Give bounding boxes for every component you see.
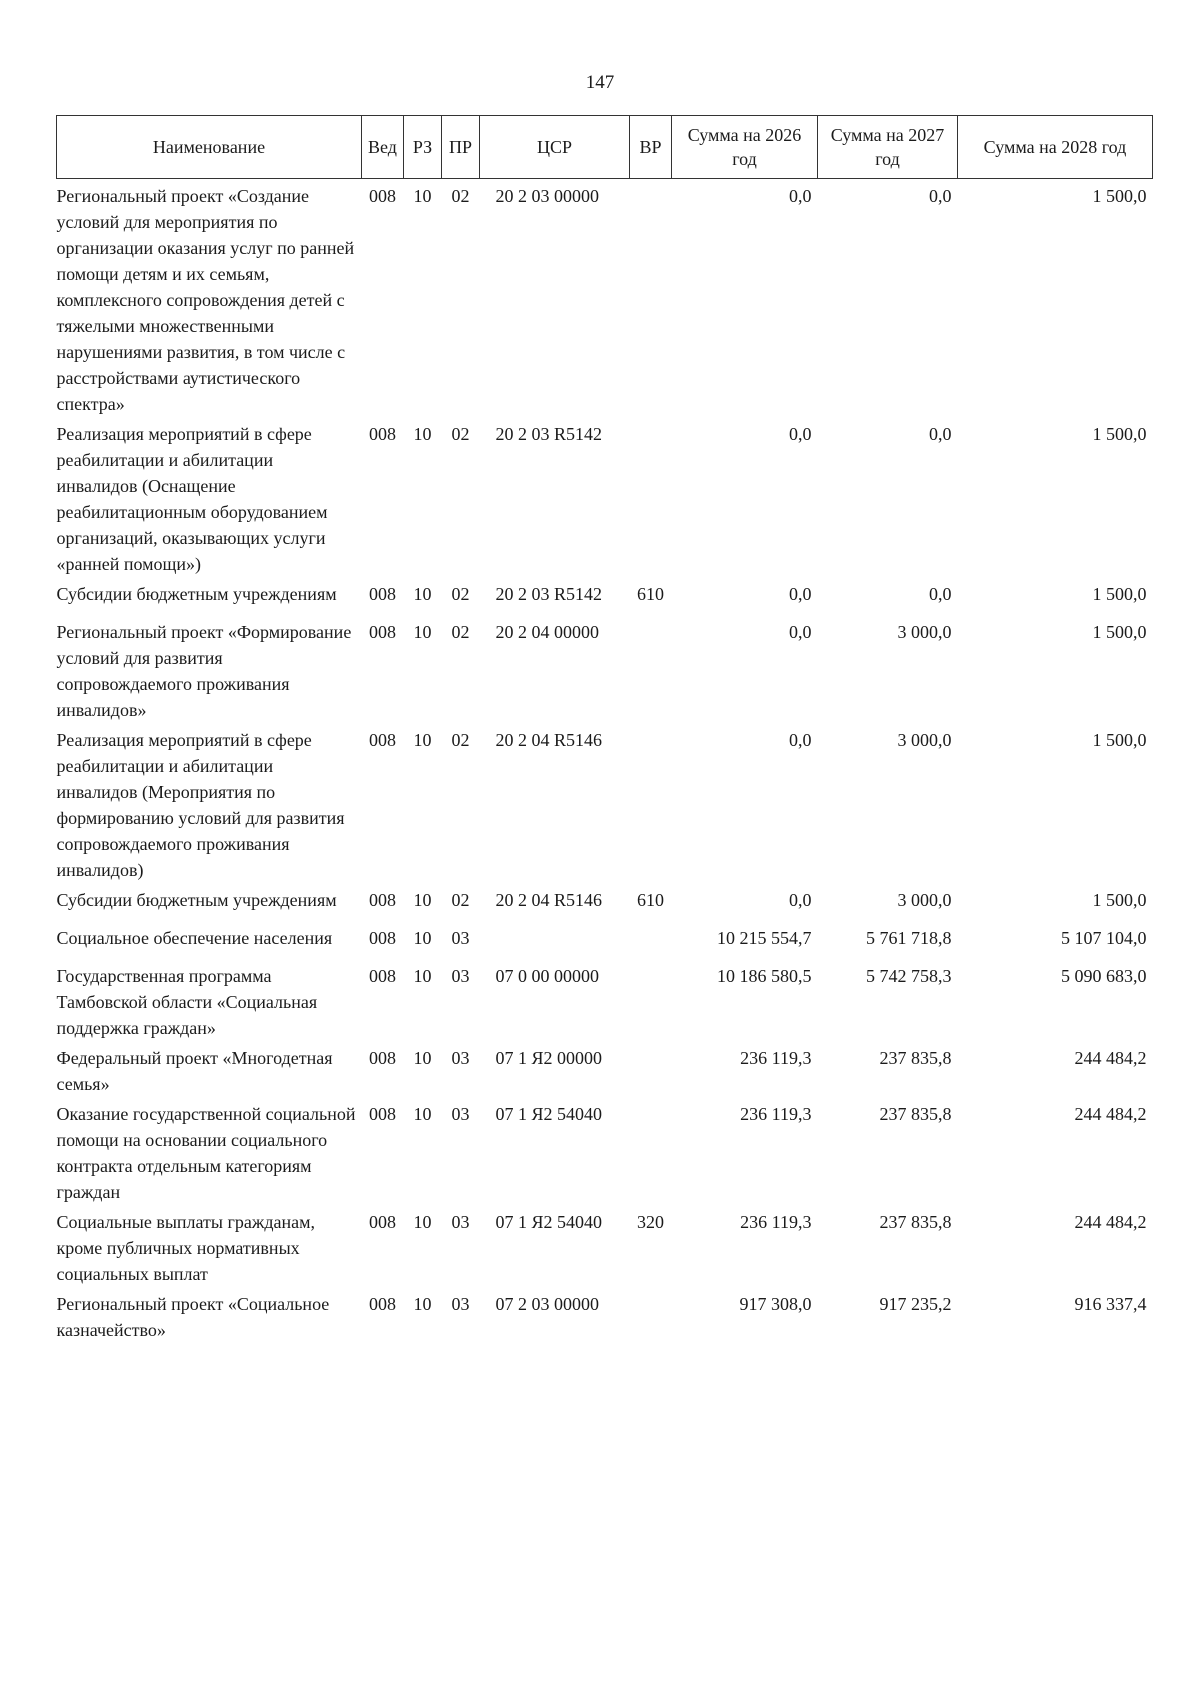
row-name: Региональный проект «Создание условий для мероприятия по организации оказания услуг по ранней помощи детям и их семьям, комплексного сопровождения детей с тяжелыми множественными нарушениями развития, в том числе с расстройствами аутистического спектра» — [56, 186, 355, 414]
row-vr: 610 — [637, 584, 664, 604]
row-sum-2027: 237 835,8 — [879, 1048, 952, 1068]
row-csr: 20 2 03 00000 — [495, 186, 599, 206]
row-pr: 02 — [451, 584, 470, 604]
header-ved: Вед — [362, 116, 404, 179]
row-sum-2026: 236 119,3 — [740, 1212, 812, 1232]
row-vr — [630, 615, 672, 723]
row-sum-2026: 236 119,3 — [740, 1048, 812, 1068]
row-sum-2028: 5 090 683,0 — [1061, 966, 1147, 986]
row-sum-2027: 0,0 — [929, 186, 952, 206]
row-vr — [630, 723, 672, 883]
row-ved: 008 — [369, 966, 396, 986]
row-rz: 10 — [413, 730, 432, 750]
header-sum-2026: Сумма на 2026 год — [672, 116, 818, 179]
header-rz: РЗ — [404, 116, 442, 179]
row-vr — [630, 1041, 672, 1097]
table-row — [57, 921, 1153, 959]
row-vr: 610 — [637, 890, 664, 910]
header-vr: ВР — [630, 116, 672, 179]
row-name: Субсидии бюджетным учреждениям — [56, 890, 337, 910]
row-sum-2027: 0,0 — [929, 424, 952, 444]
row-ved: 008 — [369, 1212, 396, 1232]
row-csr: 20 2 03 R5142 — [495, 584, 603, 604]
row-pr: 03 — [451, 928, 470, 948]
row-sum-2027: 3 000,0 — [897, 622, 952, 642]
row-name: Региональный проект «Формирование условий для развития сопровождаемого проживания инвалидов» — [56, 622, 352, 720]
row-rz: 10 — [413, 1212, 432, 1232]
header-sum-2028: Сумма на 2028 год — [958, 116, 1153, 179]
row-vr — [630, 179, 672, 418]
row-csr: 20 2 04 00000 — [495, 622, 599, 642]
row-name: Федеральный проект «Многодетная семья» — [56, 1048, 333, 1094]
row-sum-2026: 0,0 — [789, 622, 812, 642]
row-csr: 07 2 03 00000 — [495, 1294, 599, 1314]
row-vr — [630, 1287, 672, 1343]
row-sum-2026: 917 308,0 — [739, 1294, 812, 1314]
table-row — [57, 1041, 1153, 1097]
row-ved: 008 — [369, 584, 396, 604]
row-csr: 07 0 00 00000 — [495, 966, 599, 986]
table-row — [57, 577, 1153, 615]
row-pr: 03 — [451, 1104, 470, 1124]
row-pr: 03 — [451, 1048, 470, 1068]
row-csr: 20 2 04 R5146 — [495, 730, 603, 750]
row-csr — [480, 921, 630, 959]
table-row — [57, 615, 1153, 723]
row-rz: 10 — [413, 1048, 432, 1068]
row-vr — [630, 921, 672, 959]
row-pr: 02 — [451, 622, 470, 642]
row-rz: 10 — [413, 890, 432, 910]
row-sum-2028: 1 500,0 — [1092, 730, 1147, 750]
header-csr: ЦСР — [480, 116, 630, 179]
row-vr: 320 — [637, 1212, 664, 1232]
row-pr: 03 — [451, 1294, 470, 1314]
row-ved: 008 — [369, 186, 396, 206]
row-sum-2027: 917 235,2 — [879, 1294, 952, 1314]
table-row — [57, 959, 1153, 1041]
row-name: Социальное обеспечение населения — [56, 928, 333, 948]
row-name: Региональный проект «Социальное казначейство» — [56, 1294, 330, 1340]
header-name: Наименование — [57, 116, 362, 179]
row-pr: 02 — [451, 890, 470, 910]
table-row — [57, 1097, 1153, 1205]
row-rz: 10 — [413, 424, 432, 444]
header-pr: ПР — [442, 116, 480, 179]
row-rz: 10 — [413, 584, 432, 604]
table-row — [57, 417, 1153, 577]
row-sum-2028: 244 484,2 — [1074, 1048, 1147, 1068]
row-vr — [630, 417, 672, 577]
row-sum-2026: 10 186 580,5 — [717, 966, 812, 986]
row-name: Субсидии бюджетным учреждениям — [56, 584, 337, 604]
row-name: Реализация мероприятий в сфере реабилитации и абилитации инвалидов (Мероприятия по формированию условий для развития сопровождаемого проживания инвалидов) — [56, 730, 345, 880]
row-sum-2027: 3 000,0 — [897, 890, 952, 910]
header-sum-2027: Сумма на 2027 год — [818, 116, 958, 179]
row-rz: 10 — [413, 1294, 432, 1314]
table-row — [57, 883, 1153, 921]
row-name: Государственная программа Тамбовской области «Социальная поддержка граждан» — [56, 966, 318, 1038]
row-sum-2028: 1 500,0 — [1092, 186, 1147, 206]
row-pr: 03 — [451, 966, 470, 986]
row-sum-2026: 0,0 — [789, 730, 812, 750]
row-vr — [630, 1097, 672, 1205]
row-sum-2028: 244 484,2 — [1074, 1212, 1147, 1232]
row-sum-2028: 1 500,0 — [1092, 424, 1147, 444]
row-pr: 02 — [451, 424, 470, 444]
table-row — [57, 1205, 1153, 1287]
row-sum-2026: 10 215 554,7 — [717, 928, 812, 948]
table-row — [57, 1287, 1153, 1343]
row-rz: 10 — [413, 966, 432, 986]
table-row — [57, 723, 1153, 883]
row-rz: 10 — [413, 928, 432, 948]
row-csr: 07 1 Я2 54040 — [495, 1212, 603, 1232]
row-ved: 008 — [369, 1294, 396, 1314]
row-ved: 008 — [369, 730, 396, 750]
row-pr: 02 — [451, 730, 470, 750]
page-number: 147 — [585, 72, 615, 93]
row-sum-2028: 1 500,0 — [1092, 584, 1147, 604]
row-vr — [630, 959, 672, 1041]
row-name: Социальные выплаты гражданам, кроме публичных нормативных социальных выплат — [56, 1212, 315, 1284]
row-ved: 008 — [369, 928, 396, 948]
row-pr: 02 — [451, 186, 470, 206]
row-sum-2028: 1 500,0 — [1092, 890, 1147, 910]
row-ved: 008 — [369, 1048, 396, 1068]
row-pr: 03 — [451, 1212, 470, 1232]
row-sum-2027: 237 835,8 — [879, 1212, 952, 1232]
row-rz: 10 — [413, 186, 432, 206]
row-ved: 008 — [369, 890, 396, 910]
row-sum-2026: 236 119,3 — [740, 1104, 812, 1124]
row-ved: 008 — [369, 622, 396, 642]
row-csr: 20 2 03 R5142 — [495, 424, 603, 444]
row-csr: 07 1 Я2 00000 — [495, 1048, 603, 1068]
row-sum-2026: 0,0 — [789, 890, 812, 910]
row-rz: 10 — [413, 622, 432, 642]
row-csr: 20 2 04 R5146 — [495, 890, 603, 910]
table-body — [57, 179, 1153, 1344]
row-sum-2026: 0,0 — [789, 186, 812, 206]
row-sum-2028: 5 107 104,0 — [1061, 928, 1147, 948]
row-sum-2026: 0,0 — [789, 424, 812, 444]
budget-table — [56, 115, 1153, 1343]
row-name: Оказание государственной социальной помощи на основании социального контракта отдельным категориям граждан — [56, 1104, 356, 1202]
row-name: Реализация мероприятий в сфере реабилитации и абилитации инвалидов (Оснащение реабилитационным оборудованием организаций, оказывающих услуги «ранней помощи») — [56, 424, 328, 574]
table-row — [57, 179, 1153, 418]
row-ved: 008 — [369, 424, 396, 444]
row-sum-2027: 3 000,0 — [897, 730, 952, 750]
row-csr: 07 1 Я2 54040 — [495, 1104, 603, 1124]
row-sum-2028: 244 484,2 — [1074, 1104, 1147, 1124]
row-sum-2028: 916 337,4 — [1074, 1294, 1147, 1314]
table-header-row — [57, 116, 1153, 179]
row-sum-2027: 5 761 718,8 — [866, 928, 952, 948]
row-sum-2028: 1 500,0 — [1092, 622, 1147, 642]
row-ved: 008 — [369, 1104, 396, 1124]
row-sum-2027: 5 742 758,3 — [866, 966, 952, 986]
row-rz: 10 — [413, 1104, 432, 1124]
row-sum-2027: 0,0 — [929, 584, 952, 604]
row-sum-2026: 0,0 — [789, 584, 812, 604]
row-sum-2027: 237 835,8 — [879, 1104, 952, 1124]
